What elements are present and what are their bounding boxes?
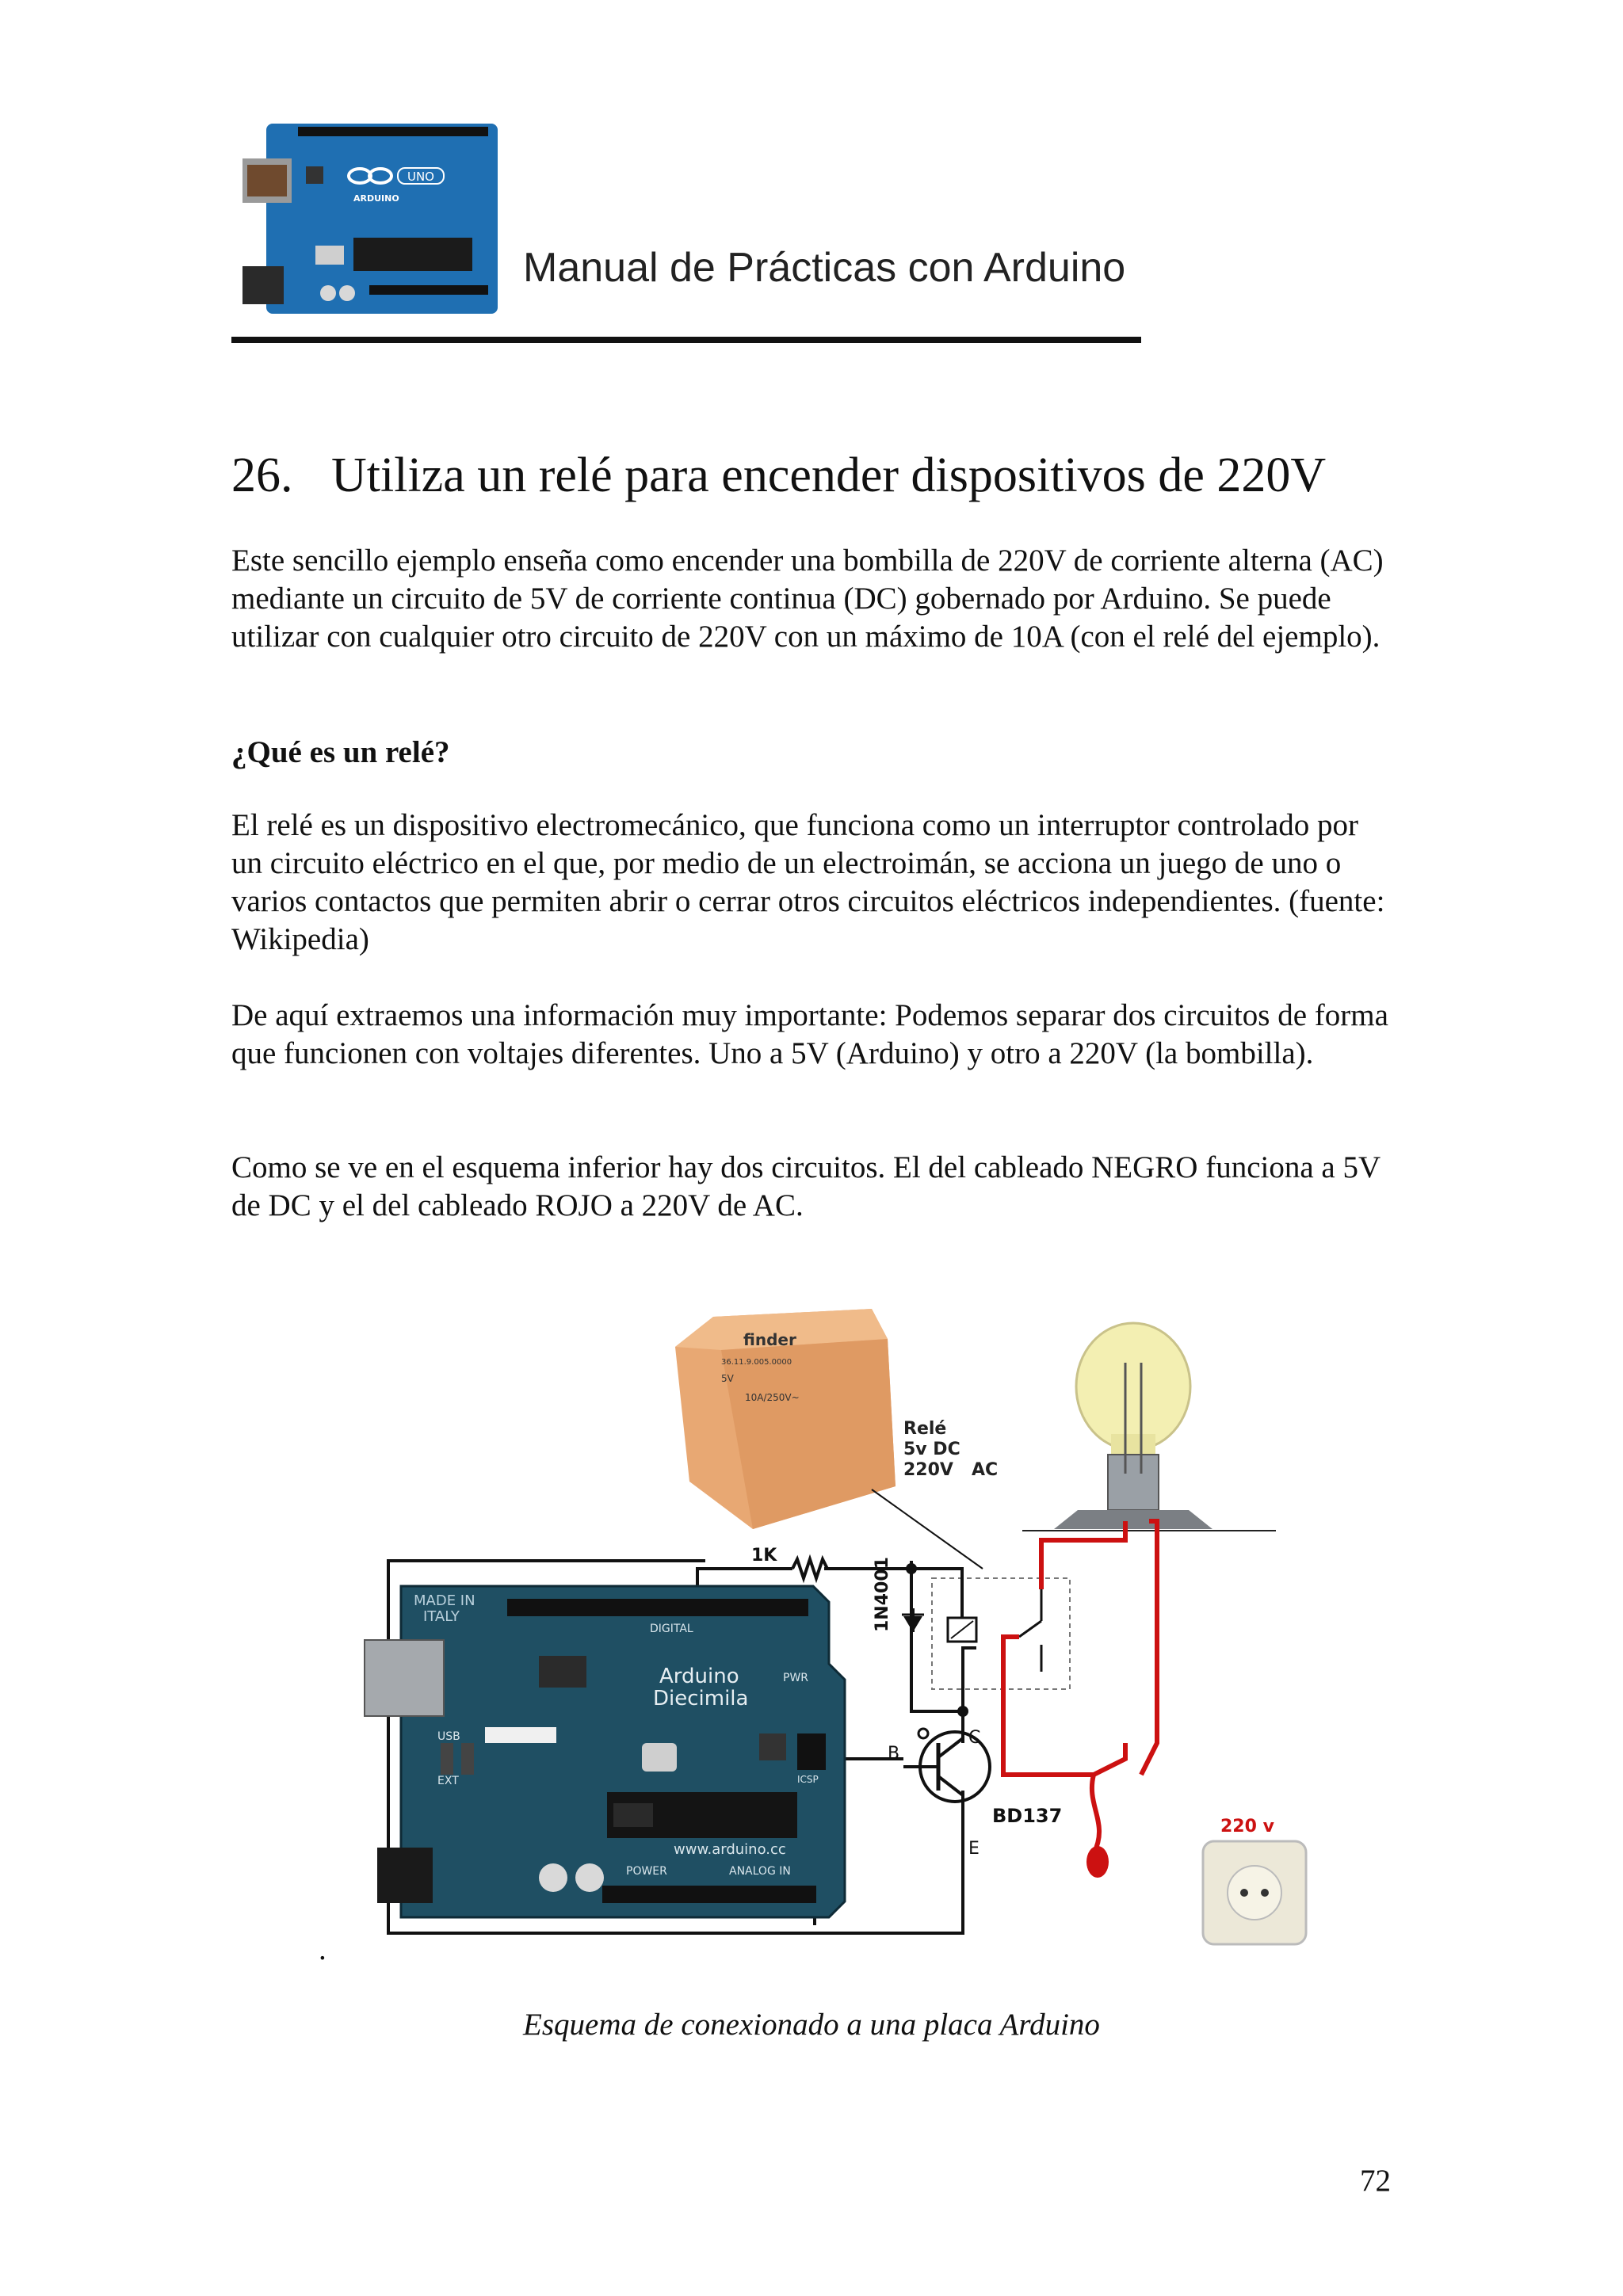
figure-caption: Esquema de conexionado a una placa Arduino	[523, 2008, 1100, 2042]
relay-contact: 10A/250V~	[745, 1392, 800, 1403]
transistor-emitter-label: E	[968, 1839, 980, 1859]
relay-code: 36.11.9.005.0000	[721, 1358, 792, 1367]
diode-symbol	[903, 1616, 922, 1632]
header-title: Manual de Prácticas con Arduino	[523, 245, 1126, 291]
transistor-collector-label: C	[968, 1728, 981, 1748]
relay-label-1: Relé	[903, 1419, 947, 1439]
relay-label-4: AC	[972, 1460, 999, 1480]
diode-label: 1N4001	[873, 1557, 892, 1632]
board-digital-label: DIGITAL	[650, 1623, 693, 1635]
relay-switch-contact	[1019, 1621, 1041, 1637]
transistor-label: BD137	[992, 1805, 1063, 1827]
relay-label-3: 220V	[903, 1460, 953, 1480]
question-subheading: ¿Qué es un relé?	[231, 735, 450, 769]
board-pwr-label: PWR	[783, 1672, 809, 1684]
header-board-brand: ARDUINO	[353, 193, 399, 204]
relay-pointer-line	[872, 1489, 983, 1569]
relay-brand: finder	[743, 1330, 796, 1349]
section-title: Utiliza un relé para encender dispositivos de 220V	[331, 448, 1327, 502]
section-number: 26.	[231, 448, 293, 502]
transistor-base-label: B	[888, 1744, 900, 1764]
relay-coil: 5V	[721, 1373, 734, 1384]
header-divider	[231, 337, 1141, 343]
resistor-symbol	[792, 1559, 827, 1578]
board-ext-label: EXT	[437, 1775, 459, 1787]
header-arduino-board-image	[242, 119, 502, 320]
plug-image	[1086, 1846, 1109, 1878]
header-board-logo-text: UNO	[407, 170, 435, 184]
board-icsp-label: ICSP	[797, 1774, 819, 1785]
info-paragraph: De aquí extraemos una información muy importante: Podemos separar dos circuitos de forma que funcionen con voltajes diferentes. Uno a 5V (Arduino) y otro a 220V (la bombilla).	[231, 998, 1388, 1070]
board-usb-label: USB	[437, 1730, 460, 1743]
arduino-diecimila-board	[365, 1586, 845, 1917]
board-website: www.arduino.cc	[674, 1841, 786, 1858]
relay-photo	[675, 1309, 896, 1529]
intro-paragraph: Este sencillo ejemplo enseña como encender una bombilla de 220V de corriente alterna (AC) mediante un circuito de 5V de corriente continua (DC) gobernado por Arduino. Se puede utilizar con cualquier otro circuito de 220V con un máximo de 10A (con el relé del ejemplo).	[231, 543, 1384, 654]
bulb-image	[1022, 1323, 1276, 1531]
resistor-label: 1K	[751, 1546, 777, 1566]
power-jack	[377, 1848, 433, 1903]
board-name-line1: Arduino	[659, 1665, 739, 1688]
definition-paragraph: El relé es un dispositivo electromecánico, que funciona como un interruptor controlado por un circuito eléctrico en el que, por medio de un electroimán, se acciona un juego de uno o varios contactos que permiten abrir o cerrar otros circuitos eléctricos independientes. (fuente: Wikipedia)	[231, 808, 1385, 956]
scheme-paragraph: Como se ve en el esquema inferior hay dos circuitos. El del cableado NEGRO funciona a 5V de DC y el del cableado ROJO a 220V de AC.	[231, 1150, 1381, 1222]
ac-wiring-red	[1003, 1521, 1157, 1854]
board-italy: ITALY	[423, 1608, 460, 1625]
board-analog-label: ANALOG IN	[729, 1865, 791, 1878]
relay-wiring-diagram	[349, 1299, 1323, 1957]
page-number: 72	[1360, 2164, 1391, 2198]
board-made-in: MADE IN	[414, 1592, 475, 1609]
relay-label-2: 5v DC	[903, 1440, 960, 1459]
outlet-voltage-label: 220 v	[1220, 1817, 1274, 1836]
board-name-line2: Diecimila	[653, 1687, 749, 1711]
board-power-label: POWER	[626, 1865, 667, 1878]
usb-connector	[365, 1640, 444, 1716]
section-heading	[231, 448, 1326, 504]
stray-dot: .	[319, 1932, 327, 1966]
